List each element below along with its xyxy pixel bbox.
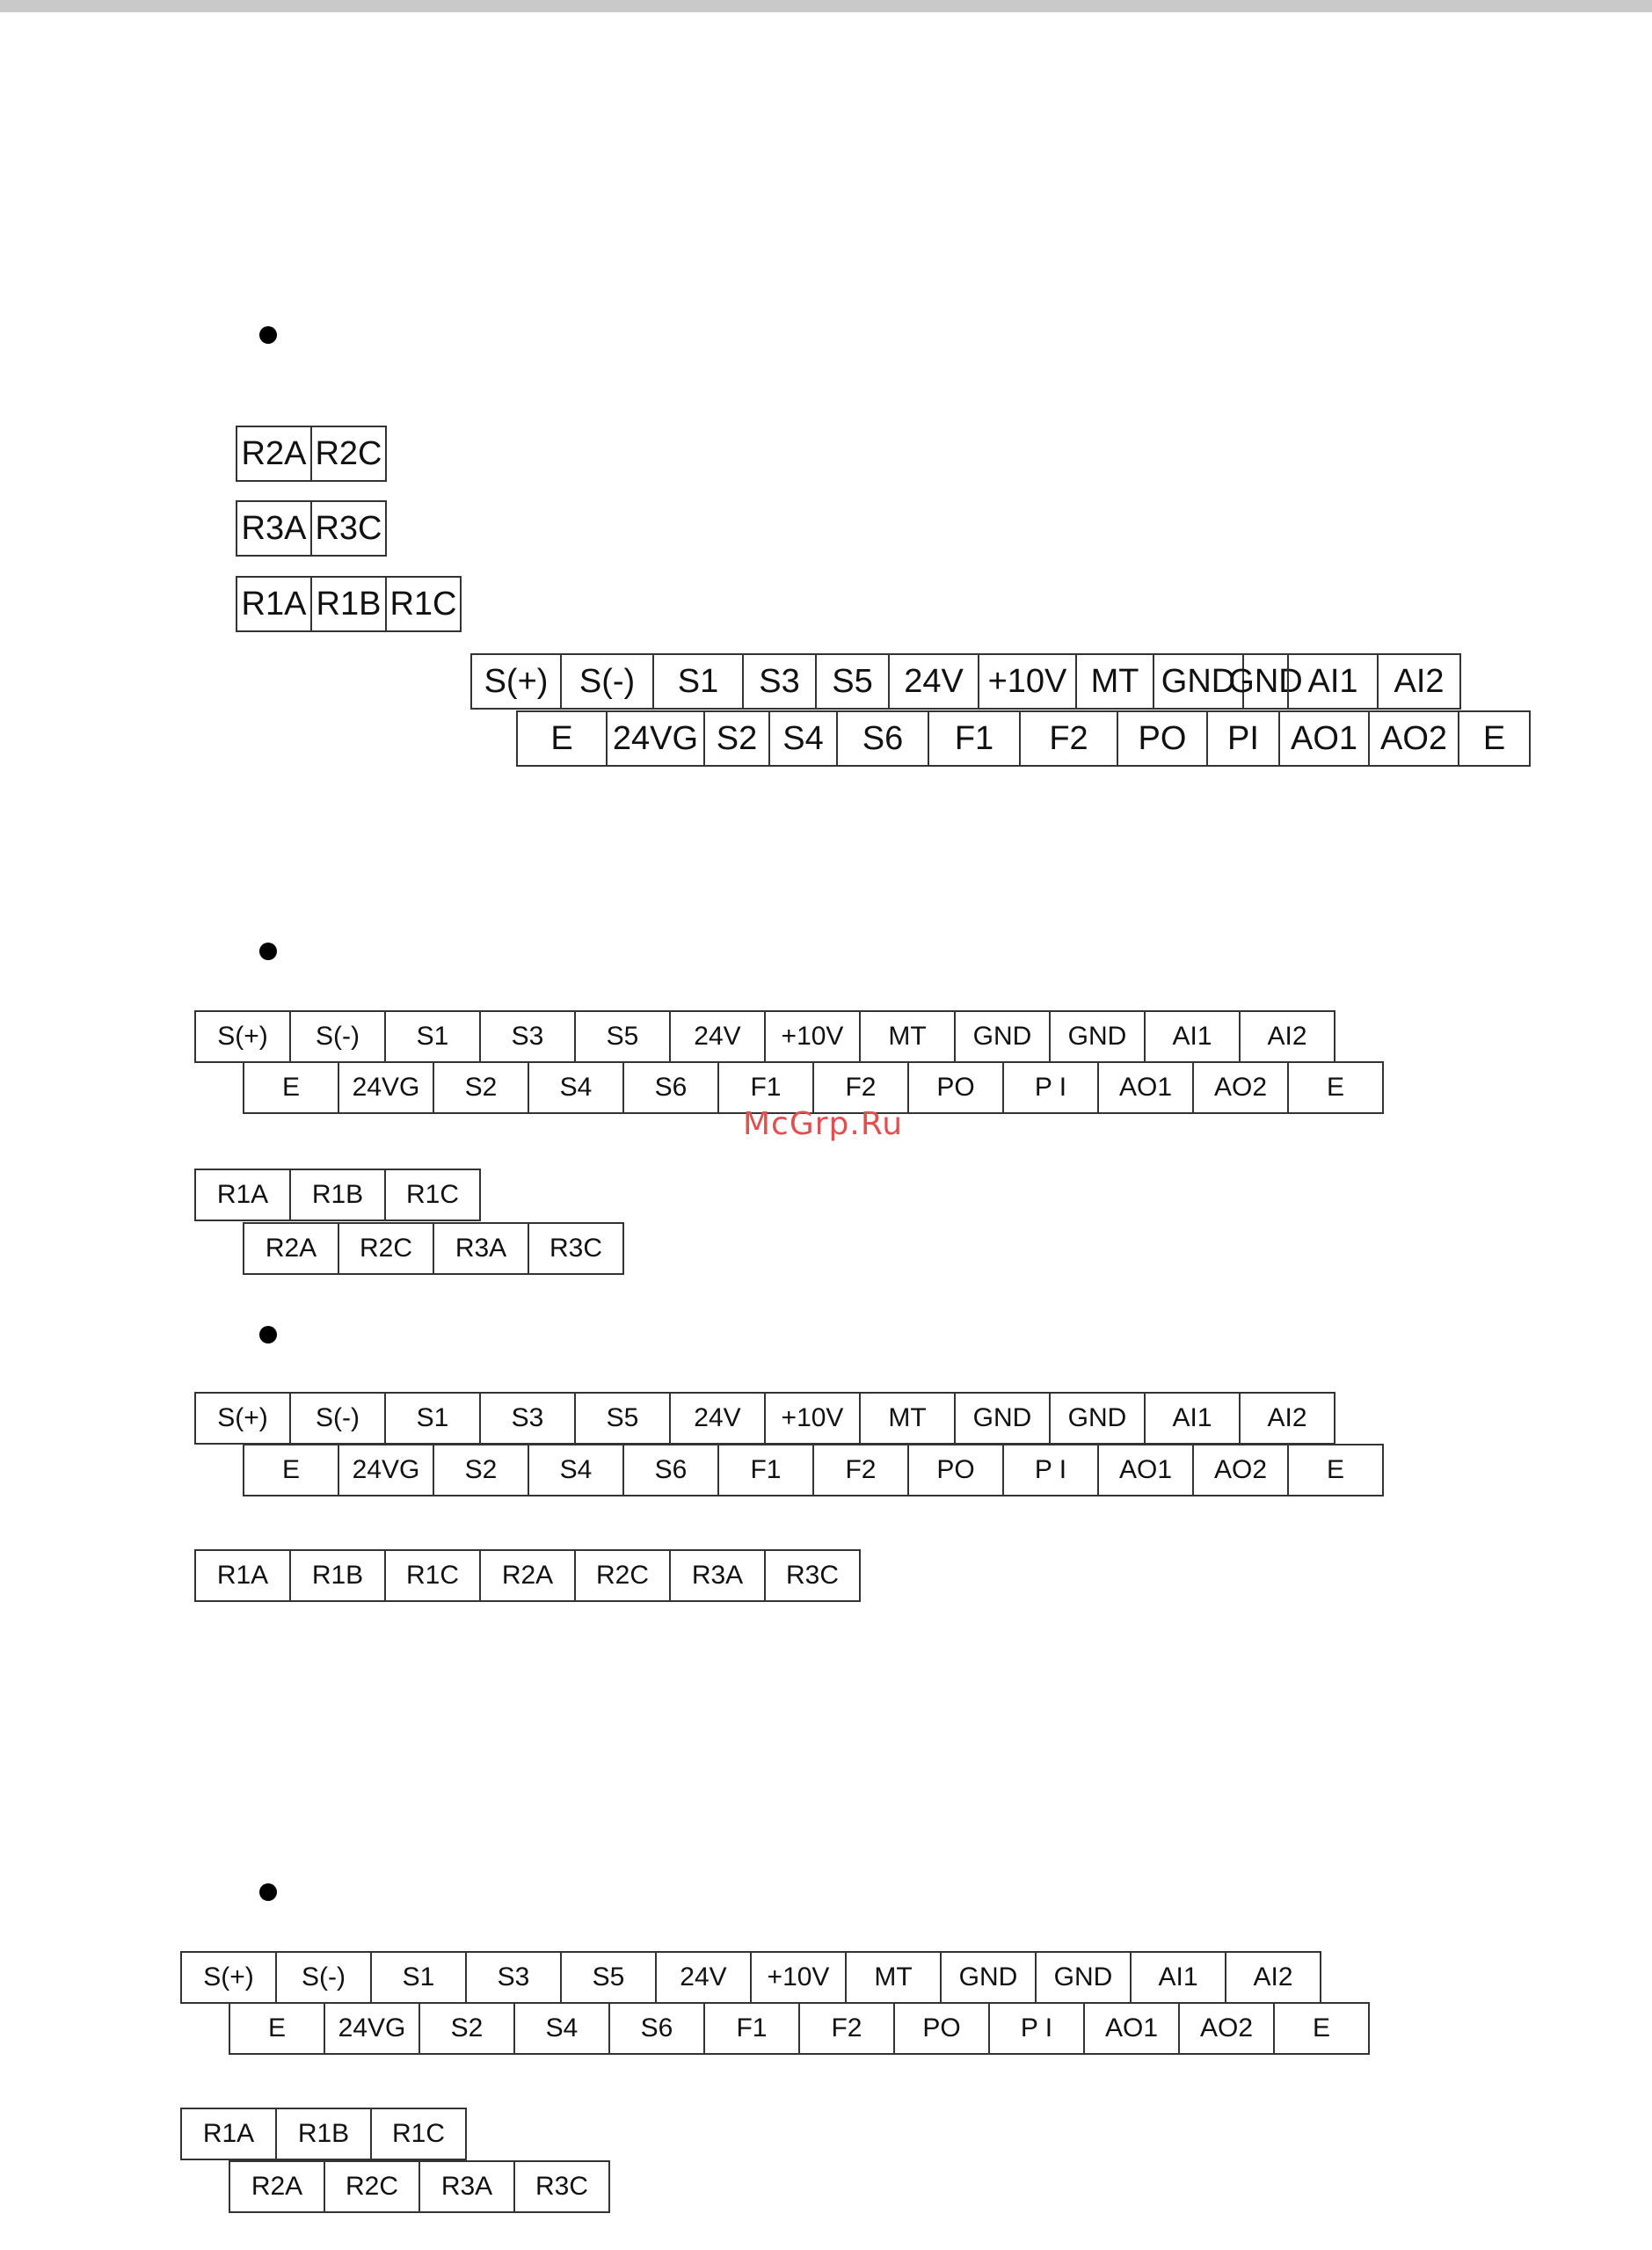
terminal-cell: S3 bbox=[479, 1392, 576, 1445]
terminal-cell: E bbox=[1287, 1061, 1384, 1114]
terminal-cell: GND bbox=[954, 1010, 1051, 1063]
d2-relay-top-row bbox=[194, 1169, 481, 1221]
terminal-cell: GND bbox=[1242, 653, 1289, 710]
terminal-cell: R3C bbox=[528, 1222, 624, 1275]
d1-relay-row-2 bbox=[236, 500, 387, 557]
d4-terminal-bottom-row bbox=[229, 2002, 1370, 2055]
terminal-cell: S3 bbox=[465, 1951, 562, 2004]
terminal-cell: R1C bbox=[384, 1549, 481, 1602]
terminal-cell: MT bbox=[859, 1010, 956, 1063]
terminal-cell: R3A bbox=[418, 2160, 515, 2213]
terminal-cell: F1 bbox=[717, 1061, 814, 1114]
terminal-cell: F1 bbox=[717, 1444, 814, 1496]
terminal-cell: S3 bbox=[742, 653, 817, 710]
terminal-cell: S(-) bbox=[289, 1392, 386, 1445]
terminal-cell: F2 bbox=[812, 1444, 909, 1496]
terminal-cell: R3A bbox=[433, 1222, 529, 1275]
terminal-cell: S5 bbox=[574, 1010, 671, 1063]
terminal-cell: GND bbox=[1153, 653, 1244, 710]
terminal-cell: +10V bbox=[978, 653, 1077, 710]
terminal-cell: S1 bbox=[652, 653, 744, 710]
terminal-cell: AO1 bbox=[1097, 1444, 1194, 1496]
terminal-cell: R2C bbox=[324, 2160, 420, 2213]
terminal-cell: S(-) bbox=[275, 1951, 372, 2004]
terminal-cell: S1 bbox=[384, 1010, 481, 1063]
terminal-cell: S(-) bbox=[289, 1010, 386, 1063]
terminal-cell: AO2 bbox=[1368, 710, 1459, 767]
terminal-cell: AO1 bbox=[1097, 1061, 1194, 1114]
terminal-cell: F2 bbox=[1019, 710, 1118, 767]
terminal-cell: MT bbox=[1075, 653, 1154, 710]
d1-relay-row-1 bbox=[236, 426, 387, 482]
terminal-cell: S(+) bbox=[470, 653, 562, 710]
terminal-cell: +10V bbox=[764, 1010, 861, 1063]
d3-relay-row bbox=[194, 1549, 861, 1602]
terminal-cell: R2A bbox=[243, 1222, 339, 1275]
terminal-cell: E bbox=[229, 2002, 325, 2055]
bullet-3 bbox=[259, 1326, 277, 1343]
terminal-cell: GND bbox=[1049, 1010, 1146, 1063]
bullet-4 bbox=[259, 1883, 277, 1901]
terminal-cell: R1C bbox=[384, 1169, 481, 1221]
terminal-cell: R1B bbox=[310, 576, 387, 632]
terminal-cell: S4 bbox=[528, 1061, 624, 1114]
terminal-cell: PI bbox=[1206, 710, 1280, 767]
terminal-cell: R2A bbox=[479, 1549, 576, 1602]
terminal-cell: 24VG bbox=[338, 1444, 434, 1496]
terminal-cell: R1A bbox=[194, 1549, 291, 1602]
d4-relay-top-row bbox=[180, 2108, 467, 2160]
terminal-cell: R1C bbox=[370, 2108, 467, 2160]
terminal-cell: S1 bbox=[370, 1951, 467, 2004]
d2-relay-bottom-row bbox=[243, 1222, 624, 1275]
terminal-cell: PO bbox=[907, 1061, 1004, 1114]
terminal-cell: S5 bbox=[560, 1951, 657, 2004]
terminal-cell: GND bbox=[1049, 1392, 1146, 1445]
terminal-cell: R3C bbox=[513, 2160, 610, 2213]
d1-terminal-top-row bbox=[470, 653, 1461, 710]
terminal-cell: GND bbox=[1035, 1951, 1132, 2004]
terminal-cell: AI1 bbox=[1144, 1392, 1241, 1445]
terminal-cell: S2 bbox=[433, 1061, 529, 1114]
terminal-cell: S3 bbox=[479, 1010, 576, 1063]
terminal-cell: 24V bbox=[888, 653, 979, 710]
terminal-cell: R2C bbox=[310, 426, 387, 482]
terminal-cell: AO2 bbox=[1178, 2002, 1275, 2055]
terminal-cell: F1 bbox=[703, 2002, 800, 2055]
terminal-cell: 24VG bbox=[324, 2002, 420, 2055]
terminal-cell: P I bbox=[988, 2002, 1085, 2055]
terminal-cell: P I bbox=[1002, 1061, 1099, 1114]
terminal-cell: S4 bbox=[768, 710, 838, 767]
terminal-cell: R3C bbox=[764, 1549, 861, 1602]
terminal-cell: S6 bbox=[622, 1061, 719, 1114]
d1-relay-row-3 bbox=[236, 576, 462, 632]
bullet-1 bbox=[259, 326, 277, 344]
d3-terminal-bottom-row bbox=[243, 1444, 1384, 1496]
terminal-cell: AI2 bbox=[1377, 653, 1461, 710]
terminal-cell: R1B bbox=[275, 2108, 372, 2160]
terminal-cell: R2A bbox=[229, 2160, 325, 2213]
terminal-cell: R1A bbox=[194, 1169, 291, 1221]
terminal-cell: E bbox=[243, 1061, 339, 1114]
terminal-cell: R1A bbox=[180, 2108, 277, 2160]
terminal-cell: PO bbox=[907, 1444, 1004, 1496]
bullet-2 bbox=[259, 943, 277, 960]
terminal-cell: MT bbox=[859, 1392, 956, 1445]
terminal-cell: AI2 bbox=[1239, 1392, 1335, 1445]
terminal-cell: P I bbox=[1002, 1444, 1099, 1496]
terminal-cell: 24V bbox=[669, 1392, 766, 1445]
terminal-cell: AO2 bbox=[1192, 1444, 1289, 1496]
terminal-cell: PO bbox=[1117, 710, 1208, 767]
terminal-cell: AO1 bbox=[1278, 710, 1370, 767]
terminal-cell: E bbox=[243, 1444, 339, 1496]
terminal-cell: R1A bbox=[236, 576, 312, 632]
terminal-cell: PO bbox=[893, 2002, 990, 2055]
terminal-cell: R3C bbox=[310, 500, 387, 557]
terminal-cell: 24VG bbox=[606, 710, 705, 767]
terminal-cell: GND bbox=[940, 1951, 1037, 2004]
d4-terminal-top-row bbox=[180, 1951, 1321, 2004]
terminal-cell: S5 bbox=[815, 653, 890, 710]
terminal-cell: AI2 bbox=[1225, 1951, 1321, 2004]
terminal-cell: S(+) bbox=[194, 1392, 291, 1445]
terminal-cell: S(+) bbox=[194, 1010, 291, 1063]
terminal-cell: E bbox=[1287, 1444, 1384, 1496]
terminal-cell: R2A bbox=[236, 426, 312, 482]
terminal-cell: AI1 bbox=[1144, 1010, 1241, 1063]
terminal-cell: R1B bbox=[289, 1549, 386, 1602]
terminal-cell: F2 bbox=[812, 1061, 909, 1114]
terminal-cell: R3A bbox=[669, 1549, 766, 1602]
page-top-bar bbox=[0, 0, 1652, 12]
terminal-cell: F2 bbox=[798, 2002, 895, 2055]
terminal-cell: S6 bbox=[608, 2002, 705, 2055]
terminal-cell: S2 bbox=[418, 2002, 515, 2055]
d1-terminal-bottom-row bbox=[516, 710, 1531, 767]
terminal-cell: S2 bbox=[433, 1444, 529, 1496]
terminal-cell: S4 bbox=[528, 1444, 624, 1496]
terminal-cell: MT bbox=[845, 1951, 942, 2004]
terminal-cell: GND bbox=[954, 1392, 1051, 1445]
d4-relay-bottom-row bbox=[229, 2160, 610, 2213]
terminal-cell: +10V bbox=[764, 1392, 861, 1445]
terminal-cell: E bbox=[1458, 710, 1531, 767]
terminal-cell: S6 bbox=[622, 1444, 719, 1496]
terminal-cell: AI2 bbox=[1239, 1010, 1335, 1063]
terminal-cell: S4 bbox=[513, 2002, 610, 2055]
d3-terminal-top-row bbox=[194, 1392, 1335, 1445]
watermark-text: McGrp.Ru bbox=[743, 1106, 904, 1142]
terminal-cell: AI1 bbox=[1130, 1951, 1226, 2004]
terminal-cell: AI1 bbox=[1287, 653, 1379, 710]
terminal-cell: R3A bbox=[236, 500, 312, 557]
d2-terminal-top-row bbox=[194, 1010, 1335, 1063]
terminal-cell: E bbox=[516, 710, 608, 767]
terminal-cell: S(+) bbox=[180, 1951, 277, 2004]
terminal-cell: F1 bbox=[928, 710, 1021, 767]
terminal-cell: S6 bbox=[836, 710, 929, 767]
terminal-cell: R2C bbox=[574, 1549, 671, 1602]
terminal-cell: S5 bbox=[574, 1392, 671, 1445]
terminal-cell: 24VG bbox=[338, 1061, 434, 1114]
terminal-cell: R1C bbox=[385, 576, 462, 632]
terminal-cell: AO2 bbox=[1192, 1061, 1289, 1114]
terminal-cell: S1 bbox=[384, 1392, 481, 1445]
terminal-cell: R2C bbox=[338, 1222, 434, 1275]
terminal-cell: S2 bbox=[703, 710, 770, 767]
terminal-cell: S(-) bbox=[560, 653, 654, 710]
terminal-cell: AO1 bbox=[1083, 2002, 1180, 2055]
terminal-cell: 24V bbox=[655, 1951, 752, 2004]
terminal-cell: 24V bbox=[669, 1010, 766, 1063]
terminal-cell: R1B bbox=[289, 1169, 386, 1221]
terminal-cell: E bbox=[1273, 2002, 1370, 2055]
terminal-cell: +10V bbox=[750, 1951, 847, 2004]
